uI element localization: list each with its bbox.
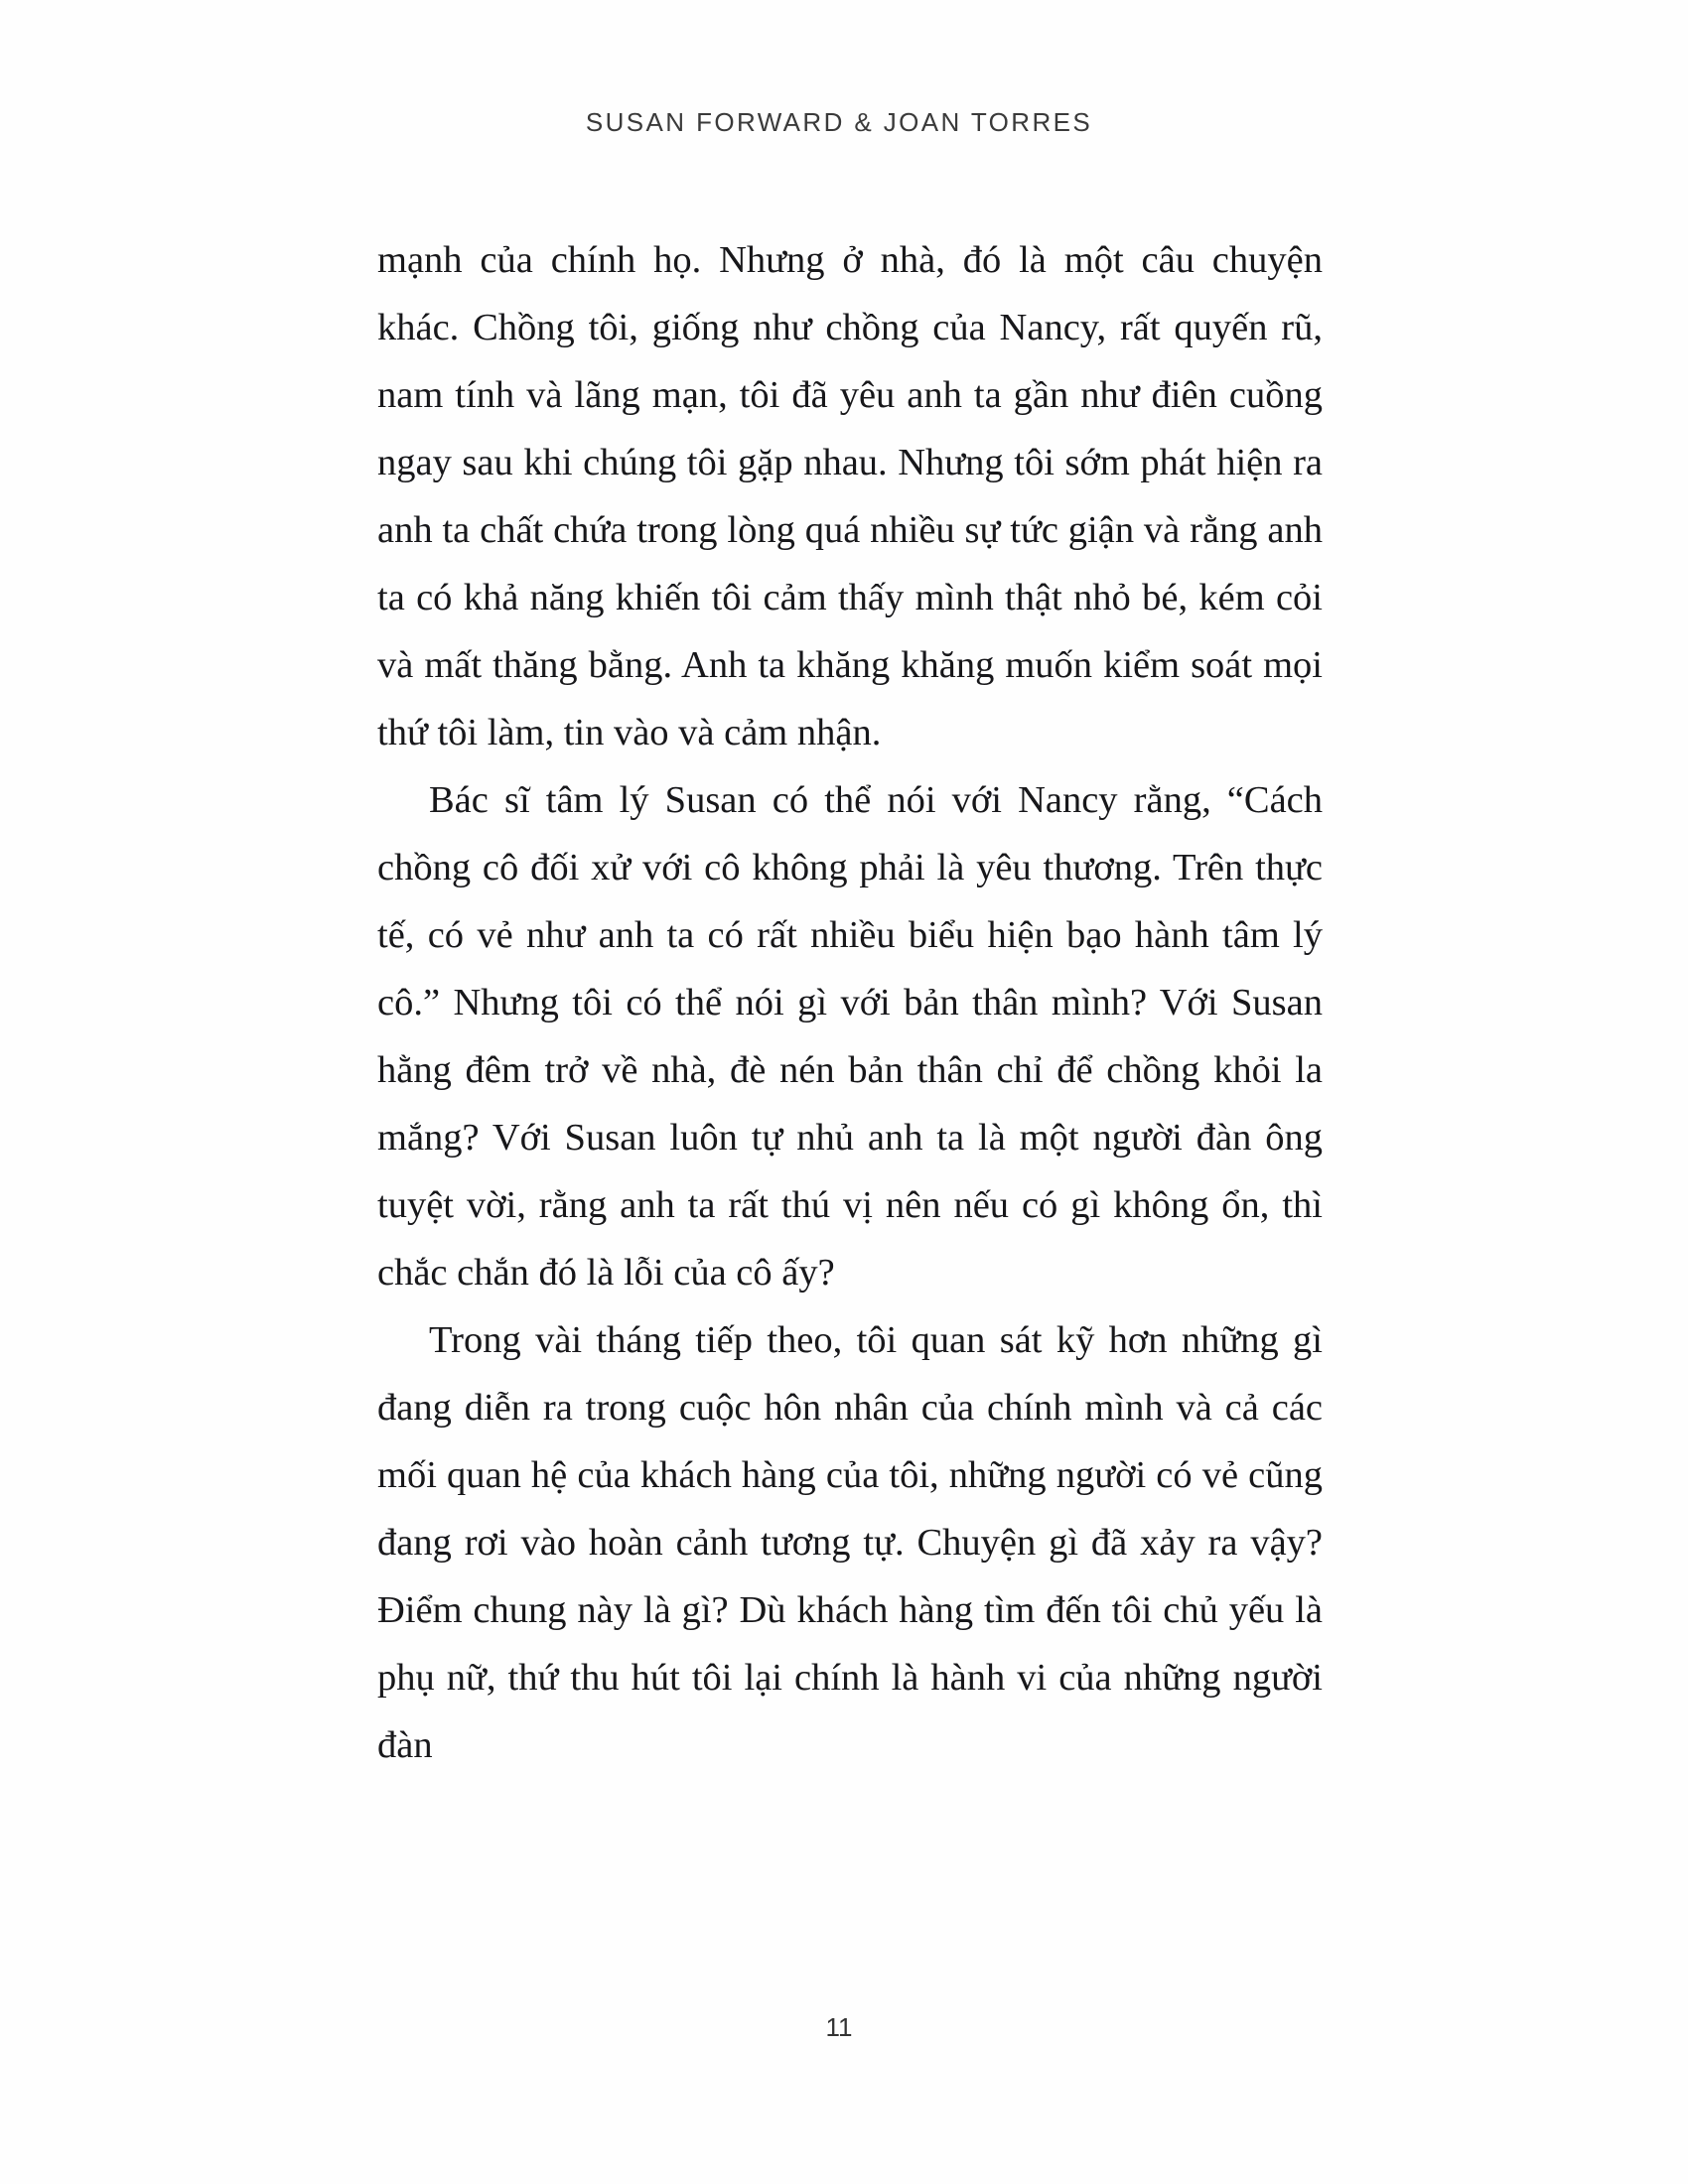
page-number: 11 [825, 2012, 853, 2042]
body-text-block [377, 226, 1323, 1779]
paragraph: Trong vài tháng tiếp theo, tôi quan sát kỹ hơn những gì đang diễn ra trong cuộc hôn nhân của chính mình và cả các mối quan hệ của khách hàng của tôi, những người có vẻ cũng đang rơi vào hoàn cảnh tương tự. Chuyện gì đã xảy ra vậy? Điểm chung này là gì? Dù khách hàng tìm đến tôi chủ yếu là phụ nữ, thứ thu hút tôi lại chính là hành vi của những người đàn [377, 1319, 1323, 1766]
paragraph: Bác sĩ tâm lý Susan có thể nói với Nancy rằng, “Cách chồng cô đối xử với cô không phải là yêu thương. Trên thực tế, có vẻ như anh ta có rất nhiều biểu hiện bạo hành tâm lý cô.” Nhưng tôi có thể nói gì với bản thân mình? Với Susan hằng đêm trở về nhà, đè nén bản thân chỉ để chồng khỏi la mắng? Với Susan luôn tự nhủ anh ta là một người đàn ông tuyệt vời, rằng anh ta rất thú vị nên nếu có gì không ổn, thì chắc chắn đó là lỗi của cô ấy? [377, 779, 1323, 1294]
running-head: SUSAN FORWARD & JOAN TORRES [585, 107, 1093, 137]
paragraph: mạnh của chính họ. Nhưng ở nhà, đó là một câu chuyện khác. Chồng tôi, giống như chồng của Nancy, rất quyến rũ, nam tính và lãng mạn, tôi đã yêu anh ta gần như điên cuồng ngay sau khi chúng tôi gặp nhau. Nhưng tôi sớm phát hiện ra anh ta chất chứa trong lòng quá nhiều sự tức giận và rằng anh ta có khả năng khiến tôi cảm thấy mình thật nhỏ bé, kém cỏi và mất thăng bằng. Anh ta khăng khăng muốn kiểm soát mọi thứ tôi làm, tin vào và cảm nhận. [377, 239, 1323, 753]
